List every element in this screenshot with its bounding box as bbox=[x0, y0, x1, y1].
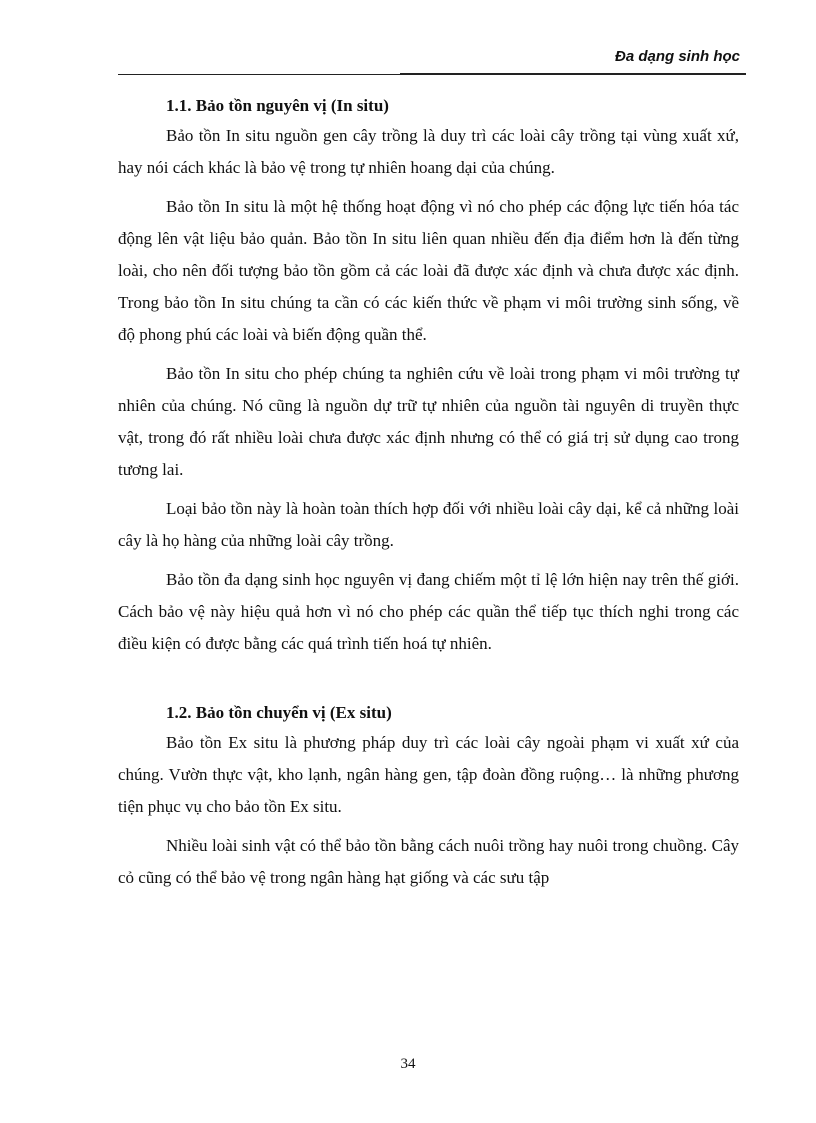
paragraph: Bảo tồn Ex situ là phương pháp duy trì các loài cây ngoài phạm vi xuất xứ của chúng. Vườn thực vật, kho lạnh, ngân hàng gen, tập đoàn đồng ruộng… là những phương tiện phục vụ cho bảo tồn Ex situ. bbox=[118, 733, 739, 816]
paragraph: Nhiều loài sinh vật có thể bảo tồn bằng cách nuôi trồng hay nuôi trong chuồng. Cây cỏ cũng có thể bảo vệ trong ngân hàng hạt giống và các sưu tập bbox=[118, 836, 739, 887]
paragraph: Bảo tồn In situ là một hệ thống hoạt động vì nó cho phép các động lực tiến hóa tác động lên vật liệu bảo quản. Bảo tồn In situ liên quan nhiều đến địa điểm hơn là đến từng loài, cho nên đối tượng bảo tồn gồm cả các loài đã được xác định và chưa được xác định. Trong bảo tồn In situ chúng ta cần có các kiến thức về phạm vi môi trường sinh sống, về độ phong phú các loài và biến động quần thể. bbox=[118, 197, 739, 344]
page-number: 34 bbox=[400, 1056, 416, 1072]
paragraph: Bảo tồn In situ cho phép chúng ta nghiên cứu về loài trong phạm vi môi trường tự nhiên của chúng. Nó cũng là nguồn dự trữ tự nhiên của nguồn tài nguyên di truyền thực vật, trong đó rất nhiều loài chưa được xác định nhưng có thể có giá trị sử dụng cao trong tương lai. bbox=[118, 364, 739, 479]
paragraph: Bảo tồn đa dạng sinh học nguyên vị đang chiếm một tỉ lệ lớn hiện nay trên thế giới. Cách bảo vệ này hiệu quả hơn vì nó cho phép các quần thể tiếp tục thích nghi trong các điều kiện có được bằng các quá trình tiến hoá tự nhiên. bbox=[118, 570, 739, 653]
section-heading-ex-situ: 1.2. Bảo tồn chuyển vị (Ex situ) bbox=[166, 703, 392, 722]
paragraph: Bảo tồn In situ nguồn gen cây trồng là duy trì các loài cây trồng tại vùng xuất xứ, hay nói cách khác là bảo vệ trong tự nhiên hoang dại của chúng. bbox=[118, 126, 739, 177]
section-heading-in-situ: 1.1. Bảo tồn nguyên vị (In situ) bbox=[166, 96, 389, 115]
paragraph: Loại bảo tồn này là hoàn toàn thích hợp đối với nhiều loài cây dại, kể cả những loài cây là họ hàng của những loài cây trồng. bbox=[118, 499, 739, 550]
section-spacer bbox=[118, 667, 739, 699]
header-rule-accent bbox=[400, 73, 746, 75]
running-header-title: Đa dạng sinh học bbox=[614, 48, 740, 65]
page-body bbox=[118, 92, 739, 901]
